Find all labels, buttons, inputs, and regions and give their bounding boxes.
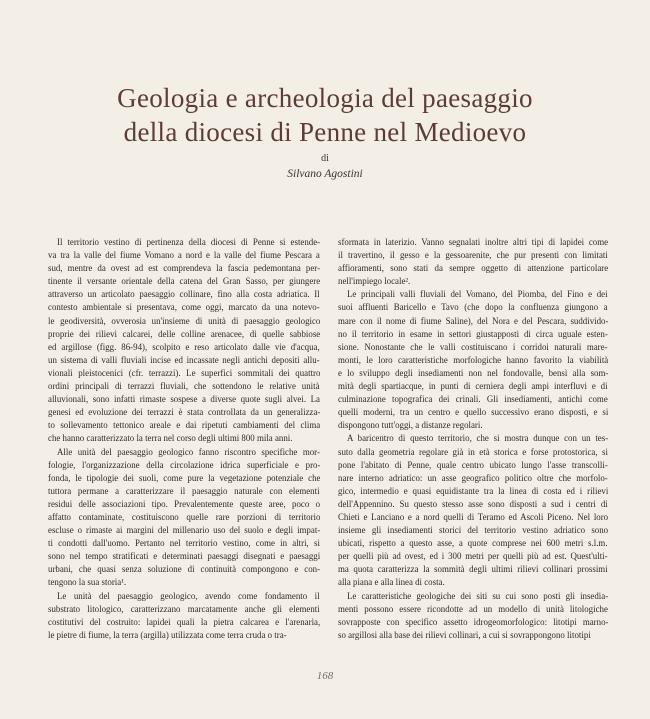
text-line: attraverso un articolato paesaggio collinare, fino alla costa adriatica. Il — [48, 289, 320, 300]
text-line: Il territorio vestino di pertinenza della diocesi di Penne si estende- — [57, 237, 320, 247]
text-line: monti, le loro caratteristiche morfologiche hanno favorito la viabilità — [338, 354, 608, 365]
text-line: nell'impiego locale². — [338, 276, 411, 287]
text-line: residui delle associazioni tipo. Prevalentemente queste aree, poco o — [48, 498, 320, 509]
text-line: so argillosi alla base dei rilievi collinari, a cui si sovrappongono litotipi — [338, 629, 591, 640]
text-line: le geodiversità, ovverosia un'insieme di unità di paesaggio geologico — [48, 315, 320, 326]
byline-di: di — [321, 153, 329, 164]
text-line: insieme gli insediamenti storici del territorio vestino adriatico sono — [338, 525, 608, 536]
text-line: nare interno adriatico: un asse geografico politico oltre che morfolo- — [338, 472, 608, 483]
text-line: culminazione topografica dei crinali. Gli insediamenti, antichi come — [338, 394, 608, 405]
text-line: ma quota caratterizza la sommità degli ultimi rilievi collinari prossimi — [338, 564, 608, 575]
text-line: substrato litologico, caratterizzano marcatamente anche gli elementi — [48, 603, 320, 614]
text-line: e lo sviluppo degli insediamenti non nel fondovalle, bensì alla som- — [338, 367, 608, 378]
text-line: Alle unità del paesaggio geologico fanno riscontro specifiche mor- — [57, 446, 320, 457]
text-line: fonda, le tipologie dei suoli, come pure la vegetazione potenziale che — [48, 472, 320, 483]
text-line: tengono la sua storia¹. — [48, 577, 127, 588]
right-text-column — [338, 236, 608, 642]
text-line: alluvionali, sono infatti rimaste sospese a diverse quote sugli alvei. La — [48, 394, 320, 405]
text-line: per quelli più ad ovest, ed i 300 metri per quelli più ad est. Quest'ulti- — [338, 551, 608, 562]
text-line: escluse o rimaste ai margini del millenario uso del suolo e degli impat- — [48, 525, 320, 536]
text-line: to sollevamento tettonico areale e dai ripetuti cambiamenti del clima — [48, 420, 320, 431]
text-line: dell'Appennino. Su questo stesso asse sono disposti a sud i centri di — [338, 498, 608, 509]
article-title — [40, 81, 610, 149]
text-line: sovrapposte con specifico assetto idrogeomorfologico: litotipi marno- — [338, 616, 608, 627]
text-line: mità degli spartiacque, in punti di cerniera degli ampi interfluvi e di — [338, 381, 608, 392]
text-line: affioramenti, sono stati da sempre oggetto di attenzione particolare — [338, 263, 608, 274]
text-line: le pietre di fiume, la terra (argilla) utilizzata come terra cruda o tra- — [48, 629, 287, 640]
text-line: quelli moderni, tra un centro e quello successivo erano disposti, e si — [338, 407, 608, 418]
text-line: sono nel tempo stratificati e determinati paesaggi disegnati e paesaggi — [48, 551, 320, 562]
title-line-2: della diocesi di Penne nel Medioevo — [123, 117, 527, 147]
text-line: gico, intermedio e quasi equidistante tra la linea di costa ed i rilievi — [338, 485, 608, 496]
text-line: il travertino, il gesso e la gessoarenite, che pur presenti con limitati — [338, 250, 608, 261]
text-line: pone l'abitato di Penne, quale centro ubicato lungo l'asse transcolli- — [338, 459, 608, 470]
text-line: affatto contaminate, costituiscono quelle rare porzioni di territorio — [48, 511, 320, 522]
text-line: tinente il versante orientale della catena del Gran Sasso, per giungere — [48, 276, 320, 287]
text-line: urbani, che quasi senza soluzione di continuità compongono e con- — [48, 564, 320, 575]
text-line: tuttora permane a caratterizzare il paesaggio naturale con elementi — [48, 485, 320, 496]
page-number: 168 — [316, 670, 334, 682]
text-line: sformata in laterizio. Vanno segnalati inoltre altri tipi di lapidei come — [338, 237, 608, 247]
text-line: contesto ambientale si presentava, come oggi, marcato da una notevo- — [48, 302, 320, 313]
text-line: Chieti e Lanciano e a nord quelli di Teramo ed Ascoli Piceno. Nel loro — [338, 511, 608, 522]
text-line: Le unità del paesaggio geologico, avendo come fondamento il — [57, 590, 320, 601]
text-line: suto dalla geometria regolare già in età storica e forse protostorica, si — [338, 446, 608, 457]
text-line: sione. Nonostante che le valli costituiscano i corridoi naturali mare- — [338, 341, 608, 352]
text-line: Le caratteristiche geologiche dei siti su cui sono posti gli insedia- — [347, 590, 608, 601]
text-line: dispongono tutt'oggi, a distanze regolari. — [338, 420, 483, 431]
text-line: alla piana e alla linea di costa. — [338, 577, 445, 588]
text-line: ubicati, rispetto a questo asse, a quote comprese nei 600 metri s.l.m. — [338, 538, 608, 549]
title-line-1: Geologia e archeologia del paesaggio — [117, 83, 533, 113]
left-text-column — [48, 236, 320, 642]
author-name: Silvano Agostini — [287, 168, 363, 180]
text-line: costitutivi del costruito: lapidei quali la pietra calcarea e l'arenaria, — [48, 616, 320, 627]
text-line: ordini principali di terrazzi fluviali, che sottendono le relative unità — [48, 381, 320, 392]
text-line: che hanno caratterizzato la terra nel corso degli ultimi 800 mila anni. — [48, 433, 293, 444]
text-line: proprie dei rilievi calcarei, delle colline arenacee, di quelle sabbiose — [48, 328, 320, 339]
text-line: un sistema di valli fluviali incise ed incassate negli antichi depositi allu- — [48, 354, 320, 365]
text-line: ti condotti dall'uomo. Pertanto nel territorio vestino, come in altri, si — [48, 538, 320, 549]
text-line: menti possono essere ricondotte ad un modello di unità litologiche — [338, 603, 608, 614]
text-line: Le principali valli fluviali del Vomano, del Piomba, del Fino e dei — [347, 289, 608, 300]
text-line: mare con il nome di fiume Saline), del Nora e del Pescara, suddivido- — [338, 315, 608, 326]
text-line: sud, mentre da ovest ad est comprendeva la fascia pedemontana per- — [48, 263, 320, 274]
text-line: genesi ed evoluzione dei terrazzi è stata controllata da un generalizza- — [48, 407, 320, 418]
text-line: no il territorio in esame in settori giustapposti di circa uguale esten- — [338, 328, 608, 339]
text-line: A baricentro di questo territorio, che si mostra dunque con un tes- — [347, 433, 608, 444]
text-line: suoi affluenti Baricello e Tavo (che dopo la confluenza giungono a — [338, 302, 608, 313]
text-line: va tra la valle del fiume Vomano a nord e la valle del fiume Pescara a — [48, 250, 320, 261]
text-line: fologie, l'organizzazione della circolazione idrica superficiale e pro- — [48, 459, 320, 470]
text-line: ed argillose (figg. 86-94), scolpito e reso articolato dalle vie d'acqua, — [48, 341, 320, 352]
text-line: vionali pleistocenici (cfr. terrazzi). Le superfici sommitali dei quattro — [48, 367, 320, 378]
